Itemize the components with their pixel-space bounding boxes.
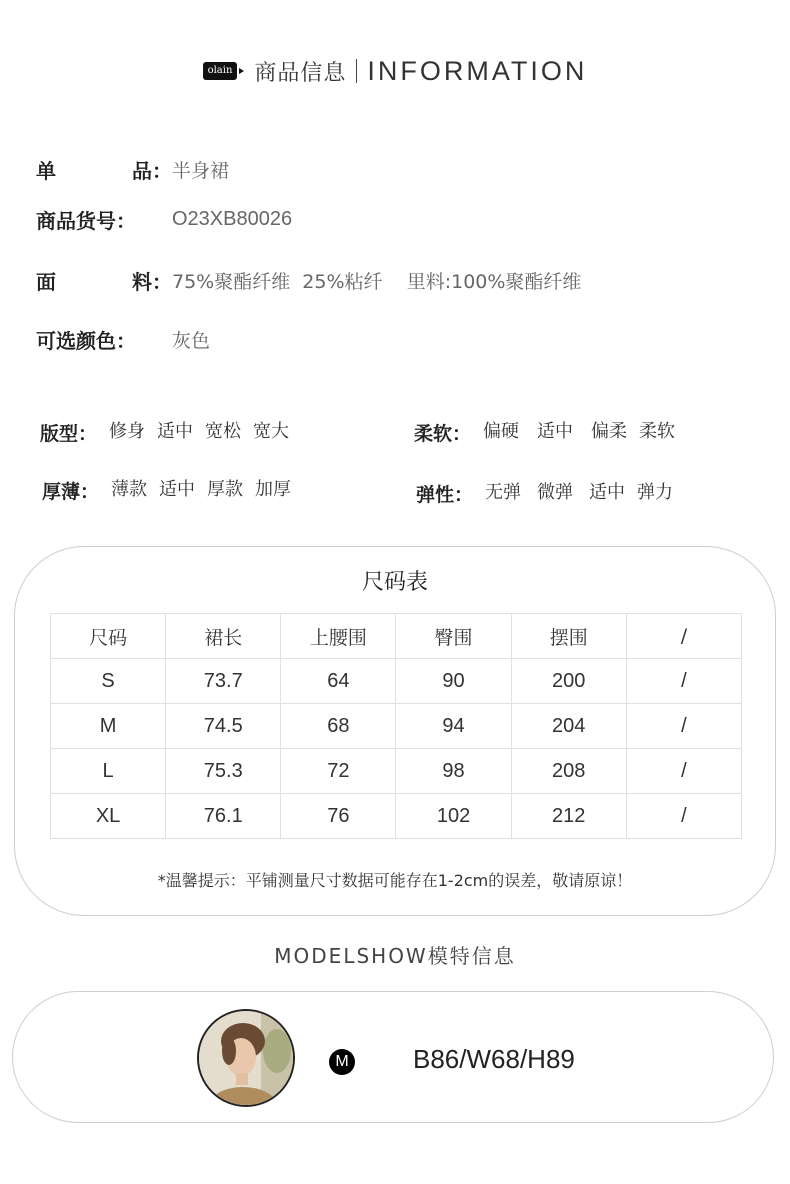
property-fit: [40, 414, 299, 450]
column-header: /: [626, 614, 741, 659]
info-label: 面 料：: [36, 269, 172, 294]
table-row: [51, 659, 742, 704]
property-option-selected: 适中: [157, 473, 197, 507]
size-chart-note: *温馨提示：平铺测量尺寸数据可能存在1-2cm的误差，敬请原谅！: [157, 871, 633, 890]
table-cell: S: [51, 659, 166, 704]
property-option: 偏柔: [591, 421, 628, 442]
property-label: 柔软：: [414, 422, 472, 445]
property-option: 适中: [589, 482, 626, 503]
table-cell: 64: [281, 659, 396, 704]
section-header: [0, 54, 790, 88]
property-option: 加厚: [255, 479, 292, 500]
info-value: O23XB80026: [172, 207, 293, 230]
table-cell: 200: [511, 659, 626, 704]
info-label: 可选颜色：: [36, 328, 136, 353]
table-cell: 212: [511, 794, 626, 839]
property-option: 适中: [157, 421, 194, 442]
property-option-selected: 宽松: [203, 415, 243, 449]
info-row-color: [36, 324, 210, 354]
table-cell: 76: [281, 794, 396, 839]
property-thickness: [42, 472, 301, 508]
model-section-title: MODELSHOW模特信息: [274, 944, 516, 968]
table-header-row: [51, 614, 742, 659]
model-info-panel: [12, 991, 774, 1123]
table-cell: XL: [51, 794, 166, 839]
info-row-item: [36, 154, 229, 184]
brand-logo: olain: [203, 62, 238, 80]
table-cell: /: [626, 794, 741, 839]
property-label: 版型：: [40, 422, 98, 445]
table-cell: 73.7: [166, 659, 281, 704]
property-softness: [414, 414, 685, 450]
table-row: [51, 704, 742, 749]
table-cell: 204: [511, 704, 626, 749]
size-table: [50, 613, 742, 839]
info-value: 半身裙: [172, 159, 230, 182]
column-header: 裙长: [166, 614, 281, 659]
play-icon: [239, 68, 244, 74]
table-cell: 98: [396, 749, 511, 794]
model-size-badge: M: [329, 1049, 355, 1075]
property-option: 偏硬: [483, 421, 520, 442]
property-label: 弹性：: [416, 483, 474, 506]
table-cell: 74.5: [166, 704, 281, 749]
column-header: 臀围: [396, 614, 511, 659]
table-cell: 76.1: [166, 794, 281, 839]
property-option: 无弹: [485, 482, 522, 503]
size-chart-title: 尺码表: [361, 570, 428, 595]
table-cell: 94: [396, 704, 511, 749]
info-label: 商品货号：: [36, 208, 136, 233]
table-cell: 72: [281, 749, 396, 794]
table-cell: /: [626, 704, 741, 749]
column-header: 上腰围: [281, 614, 396, 659]
table-cell: 90: [396, 659, 511, 704]
property-option: 厚款: [207, 479, 244, 500]
property-option: 弹力: [637, 482, 674, 503]
column-header: 尺码: [51, 614, 166, 659]
header-title-en: INFORMATION: [367, 55, 588, 86]
property-option: 宽大: [253, 421, 290, 442]
table-cell: /: [626, 749, 741, 794]
info-row-sku: [36, 204, 292, 234]
table-cell: 208: [511, 749, 626, 794]
model-avatar: [197, 1009, 295, 1107]
model-portrait-icon: [199, 1011, 295, 1107]
property-label: 厚薄：: [42, 480, 100, 503]
info-row-material: [36, 265, 581, 295]
property-option-selected: 适中: [535, 415, 575, 449]
table-cell: 68: [281, 704, 396, 749]
property-option: 柔软: [639, 421, 676, 442]
table-cell: /: [626, 659, 741, 704]
property-option: 修身: [109, 421, 146, 442]
table-cell: 75.3: [166, 749, 281, 794]
property-option: 薄款: [111, 479, 148, 500]
table-cell: 102: [396, 794, 511, 839]
table-cell: L: [51, 749, 166, 794]
property-elasticity: [416, 475, 683, 511]
column-header: 摆围: [511, 614, 626, 659]
model-measurements: B86/W68/H89: [413, 1044, 575, 1074]
info-value: 75%聚酯纤维 25%粘纤 里料:100%聚酯纤维: [172, 270, 582, 293]
info-value: 灰色: [172, 329, 211, 352]
table-row: [51, 794, 742, 839]
table-cell: M: [51, 704, 166, 749]
header-divider: [356, 59, 357, 83]
table-row: [51, 749, 742, 794]
header-title-cn: 商品信息: [254, 60, 347, 86]
info-label: 单 品：: [36, 158, 172, 183]
property-option-selected: 微弹: [535, 476, 575, 510]
